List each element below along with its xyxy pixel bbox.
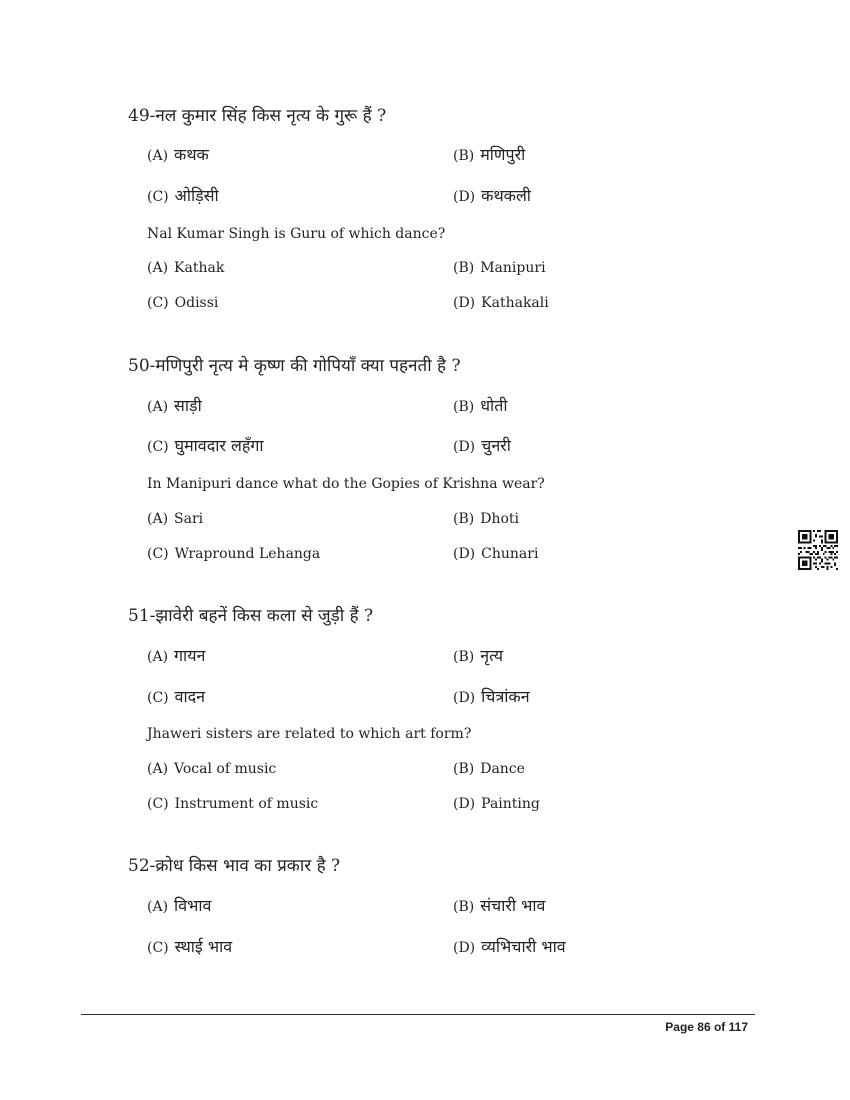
q49-hi-option-a: (A) कथक: [147, 145, 209, 164]
option-label: (D): [453, 690, 476, 706]
option-label: (D): [453, 189, 476, 205]
option-label: (B): [453, 260, 475, 276]
q50-en-option-c: (C) Wrapround Lehanga: [147, 546, 321, 562]
option-label: (D): [453, 940, 476, 956]
q49-en-option-a: (A) Kathak: [147, 260, 225, 276]
option-label: (A): [147, 511, 169, 527]
option-label: (B): [453, 399, 475, 415]
option-label: (D): [453, 796, 476, 812]
q50-en-option-d: (D) Chunari: [453, 546, 539, 562]
q51-hi-option-c: (C) वादन: [147, 687, 206, 706]
q50-en-option-b: (B) Dhoti: [453, 511, 519, 527]
q49-en-option-c: (C) Odissi: [147, 295, 219, 311]
option-label: (C): [147, 690, 169, 706]
q49-en-option-d: (D) Kathakali: [453, 295, 549, 311]
option-label: (C): [147, 295, 169, 311]
option-label: (A): [147, 649, 169, 665]
option-label: (A): [147, 260, 169, 276]
question-49-english: Nal Kumar Singh is Guru of which dance?: [147, 226, 446, 242]
question-51-english: Jhaweri sisters are related to which art form?: [147, 726, 472, 742]
q51-hi-option-b: (B) नृत्य: [453, 646, 504, 665]
option-label: (C): [147, 796, 169, 812]
q50-en-option-a: (A) Sari: [147, 511, 204, 527]
q50-hi-option-d: (D) चुनरी: [453, 436, 511, 455]
q49-hi-option-d: (D) कथकली: [453, 186, 531, 205]
q51-hi-option-d: (D) चित्रांकन: [453, 687, 530, 706]
option-label: (B): [453, 649, 475, 665]
question-50-english: In Manipuri dance what do the Gopies of Krishna wear?: [147, 476, 545, 492]
q51-en-option-a: (A) Vocal of music: [147, 761, 277, 777]
q49-hi-option-b: (B) मणिपुरी: [453, 145, 526, 164]
option-label: (C): [147, 439, 169, 455]
q51-hi-option-a: (A) गायन: [147, 646, 206, 665]
q50-hi-option-b: (B) धोती: [453, 396, 508, 415]
footer-divider: [81, 1014, 755, 1015]
option-label: (C): [147, 940, 169, 956]
q49-en-option-b: (B) Manipuri: [453, 260, 546, 276]
option-label: (B): [453, 511, 475, 527]
option-label: (B): [453, 899, 475, 915]
q50-hi-option-c: (C) घुमावदार लहँगा: [147, 436, 264, 455]
q51-en-option-b: (B) Dance: [453, 761, 525, 777]
qr-code-icon: [798, 530, 838, 570]
q52-hi-option-b: (B) संचारी भाव: [453, 896, 546, 915]
option-label: (D): [453, 546, 476, 562]
option-label: (C): [147, 546, 169, 562]
q49-hi-option-c: (C) ओड़िसी: [147, 186, 219, 205]
option-label: (B): [453, 148, 475, 164]
option-label: (A): [147, 899, 169, 915]
q52-hi-option-a: (A) विभाव: [147, 896, 212, 915]
option-label: (A): [147, 148, 169, 164]
option-label: (D): [453, 295, 476, 311]
option-label: (A): [147, 399, 169, 415]
question-52-hindi: 52-क्रोध किस भाव का प्रकार है ?: [128, 856, 341, 876]
q50-hi-option-a: (A) साड़ी: [147, 396, 202, 415]
q52-hi-option-c: (C) स्थाई भाव: [147, 937, 233, 956]
q51-en-option-d: (D) Painting: [453, 796, 540, 812]
question-50-hindi: 50-मणिपुरी नृत्य मे कृष्ण की गोपियाँ क्या पहनती है ?: [128, 356, 461, 376]
question-49-hindi: 49-नल कुमार सिंह किस नृत्य के गुरू हैं ?: [128, 106, 387, 126]
question-51-hindi: 51-झावेरी बहनें किस कला से जुड़ी हैं ?: [128, 606, 374, 626]
option-label: (B): [453, 761, 475, 777]
option-label: (D): [453, 439, 476, 455]
q52-hi-option-d: (D) व्यभिचारी भाव: [453, 937, 566, 956]
option-label: (C): [147, 189, 169, 205]
q51-en-option-c: (C) Instrument of music: [147, 796, 319, 812]
option-label: (A): [147, 761, 169, 777]
page-number: Page 86 of 117: [665, 1020, 748, 1034]
